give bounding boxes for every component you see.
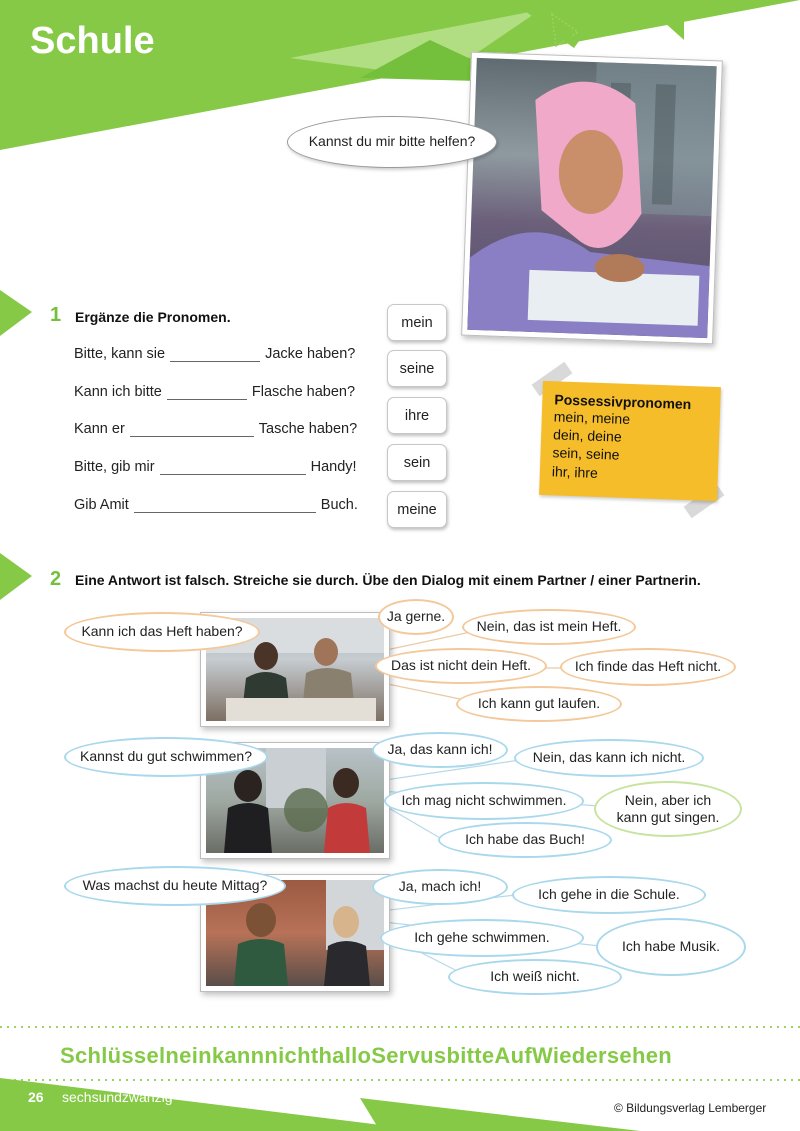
page-title: Schule xyxy=(30,20,155,62)
sentence-end: Tasche haben? xyxy=(258,421,358,437)
word-card-sein[interactable]: sein xyxy=(387,444,447,481)
sentence-end: Jacke haben? xyxy=(265,346,356,362)
dialog-1-question: Kann ich das Heft haben? xyxy=(64,612,260,652)
dialog-3-answer[interactable]: Ich gehe schwimmen. xyxy=(380,919,584,957)
word-snake: SchlüsselneinkannnichthalloServusbitteAufWiedersehen xyxy=(60,1043,672,1068)
sentence-start: Bitte, gib mir xyxy=(74,459,155,475)
intro-speech-bubble: Kannst du mir bitte helfen? xyxy=(287,116,497,168)
dialog-2-answer[interactable]: Ich mag nicht schwimmen. xyxy=(384,782,584,820)
dialog-1-answer[interactable]: Das ist nicht dein Heft. xyxy=(375,648,547,684)
dialog-2-answer[interactable]: Ich habe das Buch! xyxy=(438,822,612,858)
dialog-3-answer[interactable]: Ich gehe in die Schule. xyxy=(512,876,706,914)
note-line: dein, deine xyxy=(552,426,622,445)
sentence-end: Handy! xyxy=(310,459,357,475)
dialog-3-answer[interactable]: Ich weiß nicht. xyxy=(448,959,622,995)
sentence-start: Gib Amit xyxy=(74,497,129,513)
sentence-start: Bitte, kann sie xyxy=(74,346,166,362)
word-card-meine[interactable]: meine xyxy=(387,491,447,528)
sentence-start: Kann er xyxy=(74,421,125,437)
note-line: mein, meine xyxy=(553,408,631,427)
dialog-2-question: Kannst du gut schwimmen? xyxy=(64,737,268,777)
exercise-1-number: 1 xyxy=(50,304,62,326)
page-number: 26 xyxy=(28,1089,44,1105)
sentence-end: Buch. xyxy=(320,497,358,513)
dialog-1-answer[interactable]: Ich kann gut laufen. xyxy=(456,686,622,722)
sentence-end: Flasche haben? xyxy=(251,384,356,400)
word-card-ihre[interactable]: ihre xyxy=(387,397,447,434)
note-line: sein, seine xyxy=(552,444,620,464)
dialog-1-answer[interactable]: Nein, das ist mein Heft. xyxy=(462,609,636,645)
copyright: © Bildungsverlag Lemberger xyxy=(614,1101,767,1115)
exercise-2-instruction: Eine Antwort ist falsch. Streiche sie durch. Übe den Dialog mit einem Partner / einer Partnerin. xyxy=(75,572,701,588)
dialog-1-answer[interactable]: Ich finde das Heft nicht. xyxy=(560,648,736,686)
sentence-start: Kann ich bitte xyxy=(74,384,162,400)
dialog-2-answer[interactable]: Nein, das kann ich nicht. xyxy=(514,739,704,777)
dialog-2-answer[interactable]: Ja, das kann ich! xyxy=(372,732,508,768)
exercise-1-instruction: Ergänze die Pronomen. xyxy=(75,309,231,325)
word-card-seine[interactable]: seine xyxy=(387,350,447,387)
dialog-3-answer[interactable]: Ich habe Musik. xyxy=(596,918,746,976)
exercise-2-number: 2 xyxy=(50,568,62,590)
dialog-3-answer[interactable]: Ja, mach ich! xyxy=(372,869,508,905)
note-line: ihr, ihre xyxy=(551,462,599,481)
word-card-mein[interactable]: mein xyxy=(387,304,447,341)
note-title: Possessivpronomen xyxy=(554,391,692,413)
dialog-2-answer[interactable]: Nein, aber ich kann gut singen. xyxy=(594,781,742,837)
dialog-3-question: Was machst du heute Mittag? xyxy=(64,866,286,906)
dialog-1-answer[interactable]: Ja gerne. xyxy=(378,599,454,635)
page-number-word: sechsundzwanzig xyxy=(62,1089,173,1105)
